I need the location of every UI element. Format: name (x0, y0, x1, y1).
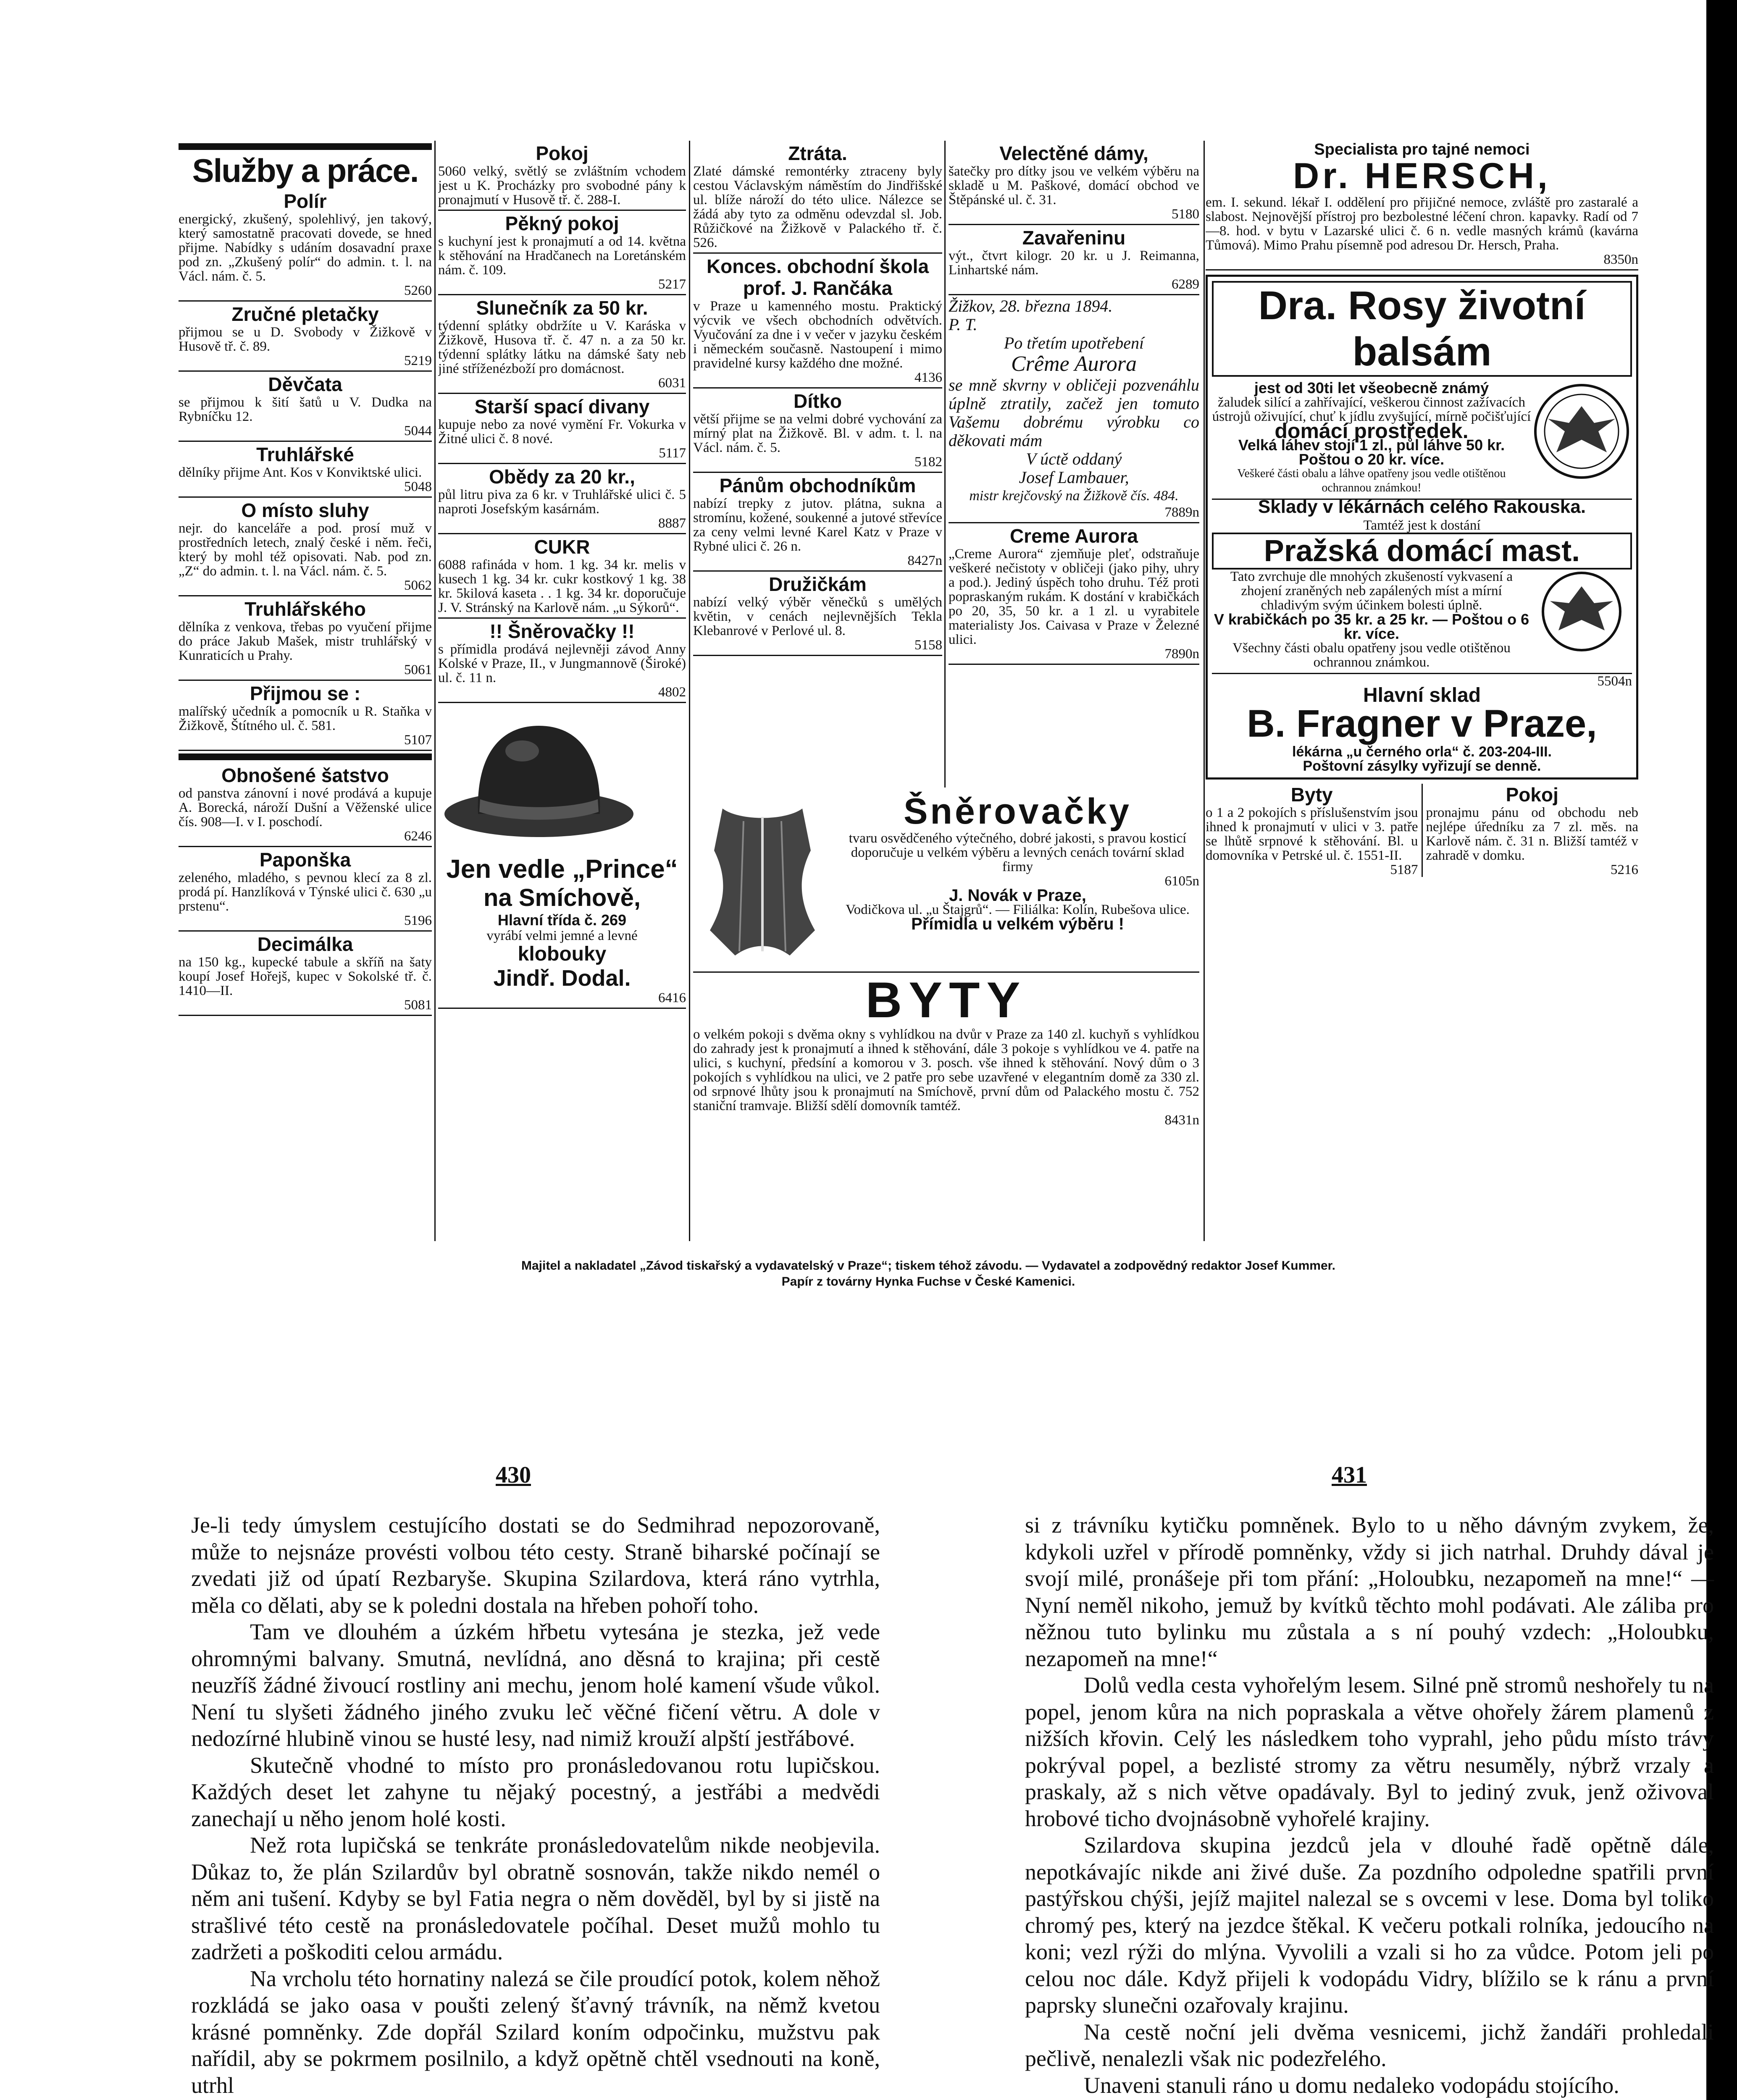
column-divider (689, 141, 690, 1241)
ad-title: Zručné pletačky (231, 303, 379, 325)
ad-number: 5081 (404, 998, 432, 1013)
sklad-ad-firm: B. Fragner v Praze, (1247, 702, 1597, 745)
ad-text: přijmou se u D. Svobody v Žižkově v Husově tř. č. 89. (179, 325, 432, 354)
hersch-ad-text: em. I. sekund. lékař I. oddělení pro přijičné nemoce, zvláště pro zastaralé a slabost. Nejnovější přístroj pro bezbolestné léčení chron. kapavky. Radí od 7—8. hod. v bytu v Lazarské ulici č. 6 n. vedle masných krámů (kavárna Tůmová). Mimo Prahu písemně pod adresou Dr. Hersch, Praha. (1206, 195, 1638, 253)
ad-block (179, 596, 432, 681)
mast-ad-text: Tato zvrchuje dle mnohých zkušeností vykvasení a zhojení zraněných neb zapálených míst a mírní chladivým svým účinkem bolesti úplně. (1230, 569, 1513, 613)
ad-number: 5182 (914, 454, 942, 470)
byty-ad-text: o velkém pokoji s dvěma okny s vyhlídkou na dvůr v Praze za 140 zl. kuchyň s vyhlídkou do zahrady jest k pronajmutí a ihned k stěhování, dále 3 pokoje s vyhlídkou ve 4. patře na ulici, s kuchyní, předsíní a komorou v 3. posch. vše ihned k stěhování. Nový dům o 3 pokojích s vyhlídkou na ulici, ve 2 patře pro sebe uzavřené v elegantním domě za 330 zl. od srpnové lhůty jsou k pronajmutí na Smíchově, první dům od Palackého mostu č. 752 staniční tramvaje. Bližší sdělí domovník tamtéž. (693, 1027, 1199, 1113)
ad-number: 5061 (404, 662, 432, 677)
rule-bar (179, 143, 432, 150)
ad-title: Decimálka (257, 933, 353, 955)
ad-title: Obnošené šatstvo (221, 764, 389, 786)
book-paragraph: Než rota lupičská se tenkráte pronásledovatelům nikde neobjevila. Důkaz to, že plán Szilardův byl obratně sosnován, takže nikdo nemél o něm ani tušení. Kdyby se byl Fatia negra o něm dověděl, byl by si jistě na strašlivé této cestě na pronásledovatele počíhal. Deset mužů mohlo tu zadržeti a poškoditi celou armádu. (191, 1832, 880, 1964)
ad-text: nejr. do kanceláře a pod. prosí muž v prostředních letech, znalý české i něm. řeči, který by mohl též opisovati. Nab. pod zn. „Z“ do admin. t. l. na Václ. nám. č. 5. (179, 521, 432, 579)
eagle-seal-icon (1531, 570, 1632, 654)
ad-number: 7890n (1164, 646, 1199, 662)
sklad-ad-address: lékárna „u černého orla“ č. 203-204-III. (1292, 744, 1552, 760)
ad-text: s kuchyní jest k pronajmutí a od 14. května k stěhování na Hradčanech na Loretánském nám. č. 109. (438, 234, 686, 278)
eagle-seal-icon (1531, 381, 1632, 482)
hat-ad-line2: na Smíchově, (484, 884, 641, 911)
rosy-ad-text: žaludek silící a zahřívající, veškerou činnost zažívacích ústrojů oživující, chuť k jídlu zvyšující, mírně počišťující (1212, 395, 1531, 424)
newspaper-imprint (181, 1258, 1676, 1290)
ad-number: 5048 (404, 479, 432, 494)
ad-number: 8350n (1603, 252, 1638, 267)
ad-title: Družičkám (769, 573, 867, 595)
letter-closing: V úctě oddaný (1026, 449, 1122, 468)
corset-ad-firm: J. Novák v Praze, (949, 886, 1086, 905)
column-divider (434, 141, 436, 1241)
ad-title: Starší spací divany (474, 396, 650, 417)
mast-ad-price: V krabičkách po 35 kr. a 25 kr. — Poštou o 6 kr. více. (1214, 611, 1529, 642)
ad-number: 4802 (658, 685, 686, 700)
bowler-hat-icon (438, 709, 640, 848)
ad-title: CUKR (534, 536, 590, 558)
ad-text: výt., čtvrt kilogr. 20 kr. u J. Reimanna, Linhartské nám. (949, 248, 1199, 278)
ad-block (438, 141, 686, 211)
ad-number: 8431n (1164, 1113, 1199, 1128)
ad-number: 5180 (1172, 207, 1199, 222)
hat-ad-line1: Jen vedle „Prince“ (446, 855, 678, 884)
ad-title: Slunečník za 50 kr. (476, 297, 648, 319)
ad-title: Velectěné dámy, (999, 142, 1148, 164)
ad-text: 6088 rafináda v hom. 1 kg. 34 kr. melis v kusech 1 kg. 34 kr. cukr kostkový 1 kg. 38 kr. 5kilová kaseta . . 1 kg. 34 kr. doporučuje J. V. Stránský na Karlově nám. „u Sýkorů“. (438, 557, 686, 615)
ad-title: Zavařeninu (1022, 227, 1126, 249)
ad-title: Truhlářské (256, 444, 354, 465)
mast-ad-note: Všechny části obalu opatřeny jsou vedle otištěnou ochrannou známkou. (1232, 640, 1511, 670)
book-paragraph: Na vrcholu této hornatiny nalezá se čile proudící potok, kolem něhož rozkládá se jako oasa v poušti zelený šťavný trávník, na němž kvetou krásné pomněnky. Zde dopřál Szilard koním odpočinku, mužstvu pak nařídil, aby se pokrmem posilnilo, a když opětně chtěl vsednouti na koně, utrhl (191, 1966, 880, 2098)
column-divider (944, 141, 946, 788)
ad-block (179, 442, 432, 498)
ad-title: Pokoj (536, 142, 589, 164)
ad-block (949, 141, 1199, 225)
ads-column-4 (949, 141, 1199, 788)
ad-title: Ztráta. (788, 142, 847, 164)
ad-title: Polír (284, 190, 327, 212)
ad-text: Zlaté dámské remontérky ztraceny byly cestou Václavským náměstím do Jindřišské ul. blíže nároží do této ulice. Nálezce se žádá aby tyto za odměnu odevzdal sl. Job. Růžičkové na Žižkově v Palackého tř. č. 526. (693, 164, 942, 250)
ad-block (179, 763, 432, 847)
ad-title: Konces. obchodní škola prof. J. Rančáka (706, 255, 929, 299)
ad-block (179, 189, 432, 302)
ad-title: Dítko (794, 390, 842, 412)
ad-number: 5504n (1597, 674, 1632, 689)
rosy-ad-title: Dra. Rosy životní balsám (1212, 281, 1632, 377)
ad-text: 5060 velký, světlý se zvláštním vchodem jest u K. Procházky pro svobodné pány k pronajmutí v Husově tř. č. 288-I. (438, 164, 686, 207)
ad-text: dělníka z venkova, třebas po vyučení přijme do práce Jakub Mašek, mistr truhlářský v Kunraticích u Prahy. (179, 620, 432, 663)
ad-number: 5117 (659, 446, 686, 461)
corset-ad-address: Vodičkova ul. „u Štajgrů“. — Filiálka: Kolín, Rubešova ulice. (846, 902, 1190, 917)
ad-block (179, 847, 432, 932)
rosy-ad-note: Veškeré části obalu a láhve opatřeny jsou vedle otištěnou ochrannou známkou! (1237, 467, 1506, 494)
letter-signature: Josef Lambauer, (1019, 468, 1129, 487)
ad-title: Pánům obchodníkům (719, 475, 916, 496)
ad-number: 5217 (658, 277, 686, 292)
book-page-left (191, 1512, 880, 2099)
ad-number: 5219 (404, 353, 432, 368)
rosy-balsam-ad (1206, 275, 1638, 780)
advertisement-section (179, 141, 1638, 1241)
hat-ad-text: vyrábí velmi jemné a levné (486, 928, 638, 943)
hat-ad (438, 703, 686, 1009)
ad-title: Děvčata (268, 373, 342, 395)
byty-ad (693, 973, 1199, 1127)
ad-block (949, 225, 1199, 295)
ad-text: se přijmou k šití šatů u V. Dudka na Rybníčku 12. (179, 395, 432, 424)
ads-column-3 (693, 141, 942, 788)
ad-number: 6031 (658, 375, 686, 391)
ads-column-2 (438, 141, 686, 1241)
ad-text: od panstva zánovní i nové prodává a kupuje A. Borecká, nároží Dušní a Věženské ulice čís. 908—I. v I. poschodí. (179, 786, 432, 830)
book-paragraph: Tam ve dlouhém a úzkém hřbetu vytesána je stezka, jež vede ohromnými balvany. Smutná, nevlídná, ano děsná to krajina; při cestě neuzříš žádné živoucí rostliny ani mechu, jenom holé kamení všude vůkol. Není tu slyšeti žádného jiného zvuku leč věčné fičení větru. A dole v nedozírné hlubině vinou se husté lesy, nad nimiž krouží alpští jestřábové. (191, 1619, 880, 1751)
ad-text: s přímidla prodává nejlevněji závod Anny Kolské v Praze, II., v Jungmannově (Široké) ul. č. 11 n. (438, 642, 686, 685)
column-divider (1204, 141, 1205, 1241)
mast-ad-title: Pražská domácí mast. (1212, 533, 1632, 570)
ad-number: 5260 (404, 283, 432, 298)
ad-block (438, 464, 686, 534)
small-ads-row (1206, 784, 1638, 877)
sklad-ad-heading: Hlavní sklad (1363, 684, 1481, 706)
book-page-right (1025, 1512, 1714, 2099)
ad-title: Přijmou se : (250, 682, 361, 704)
sklad-ad-mail: Poštovní zásylky vyřizují se denně. (1303, 758, 1541, 774)
ad-block (693, 388, 942, 473)
corset-ad-footer: Přímidla u velkém výběru ! (911, 915, 1124, 933)
ad-text: na 150 kg., kupecké tabule a skříň na šaty koupí Josef Hořejš, kupec v Sokolské tř. č. 1410—II. (179, 955, 432, 998)
ad-text: týdenní splátky obdržíte u V. Karáska v Žižkově, Husova tř. č. 47 n. a za 50 kr. týdenní splátky látku na dámské šaty neb jiné stříženézboží pro domácnost. (438, 318, 686, 376)
book-paragraph: Je-li tedy úmyslem cestujícího dostati se do Sedmihrad nepozorovaně, může to nejsnáze provésti volbou této cesty. Straně biharské počínají se zvedati již od úpatí Rezbaryše. Skupina Szilardova, která ráno vytrhla, měla co dělati, aby se k poledni dostala na hřeben pohoří toho. (191, 1512, 880, 1618)
ad-block (438, 394, 686, 464)
ad-number: 5216 (1611, 862, 1638, 877)
rosy-ad-remedy: domácí prostředek. (1275, 419, 1469, 443)
aurora-letter (949, 295, 1199, 523)
ad-number: 6416 (658, 990, 686, 1005)
ad-block (693, 254, 942, 388)
page-number-left: 430 (496, 1462, 531, 1488)
pokoj-small-text: pronajmu pánu od obchodu neb nejlépe úředníku za 7 zl. měs. na Karlově nám. č. 31 n. Bližší tamtéž v zahradě v domku. (1426, 805, 1638, 863)
hersch-ad (1206, 141, 1638, 270)
letter-signer-title: mistr krejčovský na Žižkově čís. 484. (969, 488, 1179, 504)
hat-ad-line3: Hlavní třída č. 269 (497, 911, 627, 929)
ads-column-1 (179, 141, 432, 1241)
ad-block (949, 523, 1199, 665)
ad-block (179, 302, 432, 372)
hersch-ad-heading: Specialista pro tajné nemoci (1314, 141, 1530, 158)
letter-date: Žižkov, 28. března 1894. (949, 297, 1113, 315)
ad-number: 8427n (907, 553, 942, 568)
ads-list-2 (438, 141, 686, 703)
ad-block (179, 498, 432, 596)
ad-number: 5062 (404, 578, 432, 593)
imprint-line2: Papír z továrny Hynka Fuchse v České Kamenici. (781, 1275, 1075, 1289)
ad-text: nabízí trepky z jutov. plátna, sukna a stromínu, kožené, soukenné a jutové střevíce za ceny velmi levné Karel Katz v Praze v Rybné ulici č. 26 n. (693, 496, 942, 554)
ad-title: Creme Aurora (1009, 525, 1138, 547)
corset-ad-text: tvaru osvědčeného výtečného, dobré jakosti, s pravou kosticí doporučuje u velkém výběru a levných cenách tovární sklad firmy (849, 831, 1187, 874)
ad-number: 5044 (404, 423, 432, 438)
ad-block (693, 572, 942, 656)
imprint-line1: Majitel a nakladatel „Závod tiskařský a vydavatelský v Praze“; tiskem téhož závodu. — Vydavatel a zodpovědný redaktor Josef Kummer. (521, 1259, 1335, 1273)
corset-icon (693, 792, 832, 968)
hat-ad-line5: Jindř. Dodal. (493, 966, 631, 991)
book-paragraph: Dolů vedla cesta vyhořelým lesem. Silné pně stromů neshořely tu na popel, jenom kůra na nich popraskala a větve ohořely žárem plamenů z nižších křovin. Celý les následkem toho vyprahl, jeho půdu místo trávy pokrýval popel, a bezlisté stromy za větru nesuměly, nýbrž vrzaly a praskaly, až s nich větve opadávaly. Byl to jediný zvuk, jenž oživoval hrobové ticho dvojnásobně vyhořelé krajiny. (1025, 1672, 1714, 1831)
letter-salutation: P. T. (949, 315, 978, 334)
ad-text: zeleného, mladého, s pevnou klecí za 8 zl. prodá pí. Hanzlíková v Týnské ulici č. 630 „u prstenu“. (179, 870, 432, 914)
ad-text: kupuje nebo za nové vymění Fr. Vokurka v Žitné ulici č. 8 nové. (438, 417, 686, 446)
ads-list-1 (179, 189, 432, 1016)
hersch-ad-name: Dr. HERSCH, (1293, 156, 1551, 196)
ad-title: O místo sluhy (241, 499, 369, 521)
byty-small-title: Byty (1290, 784, 1333, 806)
rosy-ad-line: jest od 30ti let všeobecně známý (1254, 379, 1489, 396)
ad-block (438, 534, 686, 619)
ad-block (438, 295, 686, 394)
ad-title: Truhlářského (244, 598, 366, 620)
ads-list-3 (693, 141, 942, 656)
letter-line: Po třetím upotřebení (1004, 333, 1144, 352)
pokoj-small-title: Pokoj (1506, 784, 1558, 806)
ad-number: 5158 (914, 638, 942, 653)
ad-text: energický, zkušený, spolehlivý, jen takový, který samostatně pracovati dovede, se hned přijme. Nabídky s udáním dosavadní praxe pod zn. „Zkušený polír“ do admin. t. l. na Václ. nám. č. 5. (179, 212, 432, 284)
book-paragraph: Na cestě noční jeli dvěma vesnicemi, jichž žandáři prohledali pečlivě, nenalezli však nic podezřelého. (1025, 2019, 1714, 2071)
ad-number: 7889n (1164, 505, 1199, 520)
ad-text: „Creme Aurora“ zjemňuje pleť, odstraňuje veškeré nečistoty v obličeji (jako pihy, uhry a pod.). Jediný úspěch toho druhu. Též proti popraskaným rukám. K dostání v krabičkách po 20, 35, 50 kr. a 1 zl. u vyrabitele materialisty Jos. Caivasa v Praze v Železné ulici. (949, 546, 1199, 647)
rule-bar (179, 753, 432, 760)
book-paragraph: Skutečně vhodné to místo pro pronásledovanou rotu lupičskou. Každých deset let zahyne tu nějaký pocestný, a jestřábi a medvědi zanechají u něho jenom holé kosti. (191, 1752, 880, 1831)
ad-number: 6246 (404, 829, 432, 844)
byty-ad-title: BYTY (865, 972, 1027, 1028)
rosy-ad-stores: Sklady v lékárnách celého Rakouska. (1212, 499, 1632, 514)
ad-text: v Praze u kamenného mostu. Praktický výcvik ve všech obchodních odvětvích. Vyučování za dne i v večer v jazyku českém i německém současně. Nastoupení i mimo pravidelné kursy každého dne možné. (693, 299, 942, 371)
ad-block (693, 141, 942, 254)
corset-ad-title: Šněrovačky (904, 792, 1132, 832)
ad-number: 5107 (404, 732, 432, 748)
ad-block (693, 473, 942, 572)
corset-ad (693, 792, 1199, 973)
ad-text: šatečky pro dítky jsou ve velkém výběru na skladě u M. Paškové, domácí obchod ve Štěpánské ul. č. 31. (949, 164, 1199, 207)
book-paragraph: Szilardova skupina jezdců jela v dlouhé řadě opětně dále, nepotkávajíc nikde ani živé duše. Za pozdního odpoledne spatřili první pastýřskou chýši, jejíž majitel nalezal se s ovcemi v lese. Doma byl toliko chromý pes, který na jezdce štěkal. K večeru potkali rolníka, jedoucího na koni; vezl rýži do mlýna. Vyvolili a vzali si ho za vůdce. Potom jeli po celou noc dále. Když přijeli k vodopádu Vidry, blížilo se k ránu a první paprsky slunečni ozařovaly krajinu. (1025, 1832, 1714, 2018)
ad-title: !! Šněrovačky !! (489, 620, 635, 642)
ads-column-5 (1206, 141, 1638, 1241)
book-paragraph: Unaveni stanuli ráno u domu nedaleko vodopádu stojícího. (1084, 2072, 1619, 2098)
ad-block (179, 681, 432, 751)
ad-number: 5187 (1390, 862, 1418, 877)
mast-ad-intro: Tamtéž jest k dostání (1363, 518, 1481, 533)
ad-block (438, 619, 686, 703)
wide-ads (693, 792, 1199, 1241)
book-paragraph: si z trávníku kytičku pomněnek. Bylo to u něho dávným zvykem, že, kdykoli uzřel v přírodě pomněnky, vždy si jich natrhal. Druhdy dával je svojí milé, pronášeje při tom přání: „Holoubku, nezapomeň na mne!“ — Nyní neměl nikoho, jemuž by kvítků těchto mohl podávati. Ale záliba pro něžnou tuto bylinku mu zůstala a s ní pouhý vzdech: „Holoubku, nezapomeň na mne!“ (1025, 1512, 1714, 1671)
ad-text: větší přijme se na velmi dobré vychování za mírný plat na Žižkově. Bl. v adm. t. l. na Václ. nám. č. 5. (693, 412, 942, 455)
ad-title: Obědy za 20 kr., (489, 466, 635, 488)
ad-text: dělníky přijme Ant. Kos v Konviktské ulici. (179, 465, 422, 480)
letter-body: se mně skvrny v obličeji pozvenáhlu úplně ztratily, začež jen tomuto Vašemu dobrému výrobku co děkovati mám (949, 375, 1199, 450)
ad-number: 6105n (1164, 874, 1199, 889)
rosy-ad-price: Velká láhev stojí 1 zl., půl láhve 50 kr. Poštou o 20 kr. více. (1238, 436, 1505, 468)
hat-ad-line4: klobouky (518, 943, 607, 965)
page-number-right: 431 (1332, 1462, 1367, 1488)
ad-number: 5196 (404, 913, 432, 928)
ad-text: nabízí velký výběr věnečků s umělých květin, v cenách nejlevnějších Tekla Klebanrové v Perlové ul. 8. (693, 595, 942, 638)
ad-text: půl litru piva za 6 kr. v Truhlářské ulici č. 5 naproti Josefským kasárnám. (438, 487, 686, 517)
ad-number: 8887 (658, 516, 686, 531)
ad-title: Pěkný pokoj (505, 213, 619, 234)
ad-block (179, 932, 432, 1016)
letter-product: Crême Aurora (1011, 352, 1137, 376)
ad-number: 6289 (1172, 277, 1199, 292)
ad-block (179, 372, 432, 442)
ad-text: malířský učedník a pomocník u R. Staňka v Žižkově, Štítného ul. č. 581. (179, 704, 432, 733)
byty-small-text: o 1 a 2 pokojích s příslušenstvím jsou ihned k pronajmutí v ulici v 3. patře se lhůtě srpnové k stěhování. Bl. u domovníka v Petrské ul. č. 1551-II. (1206, 805, 1418, 863)
ad-title: Paponška (259, 849, 351, 871)
sluzby-header: Služby a práce. (192, 152, 418, 189)
ad-number: 4136 (914, 370, 942, 385)
ad-block (438, 211, 686, 295)
